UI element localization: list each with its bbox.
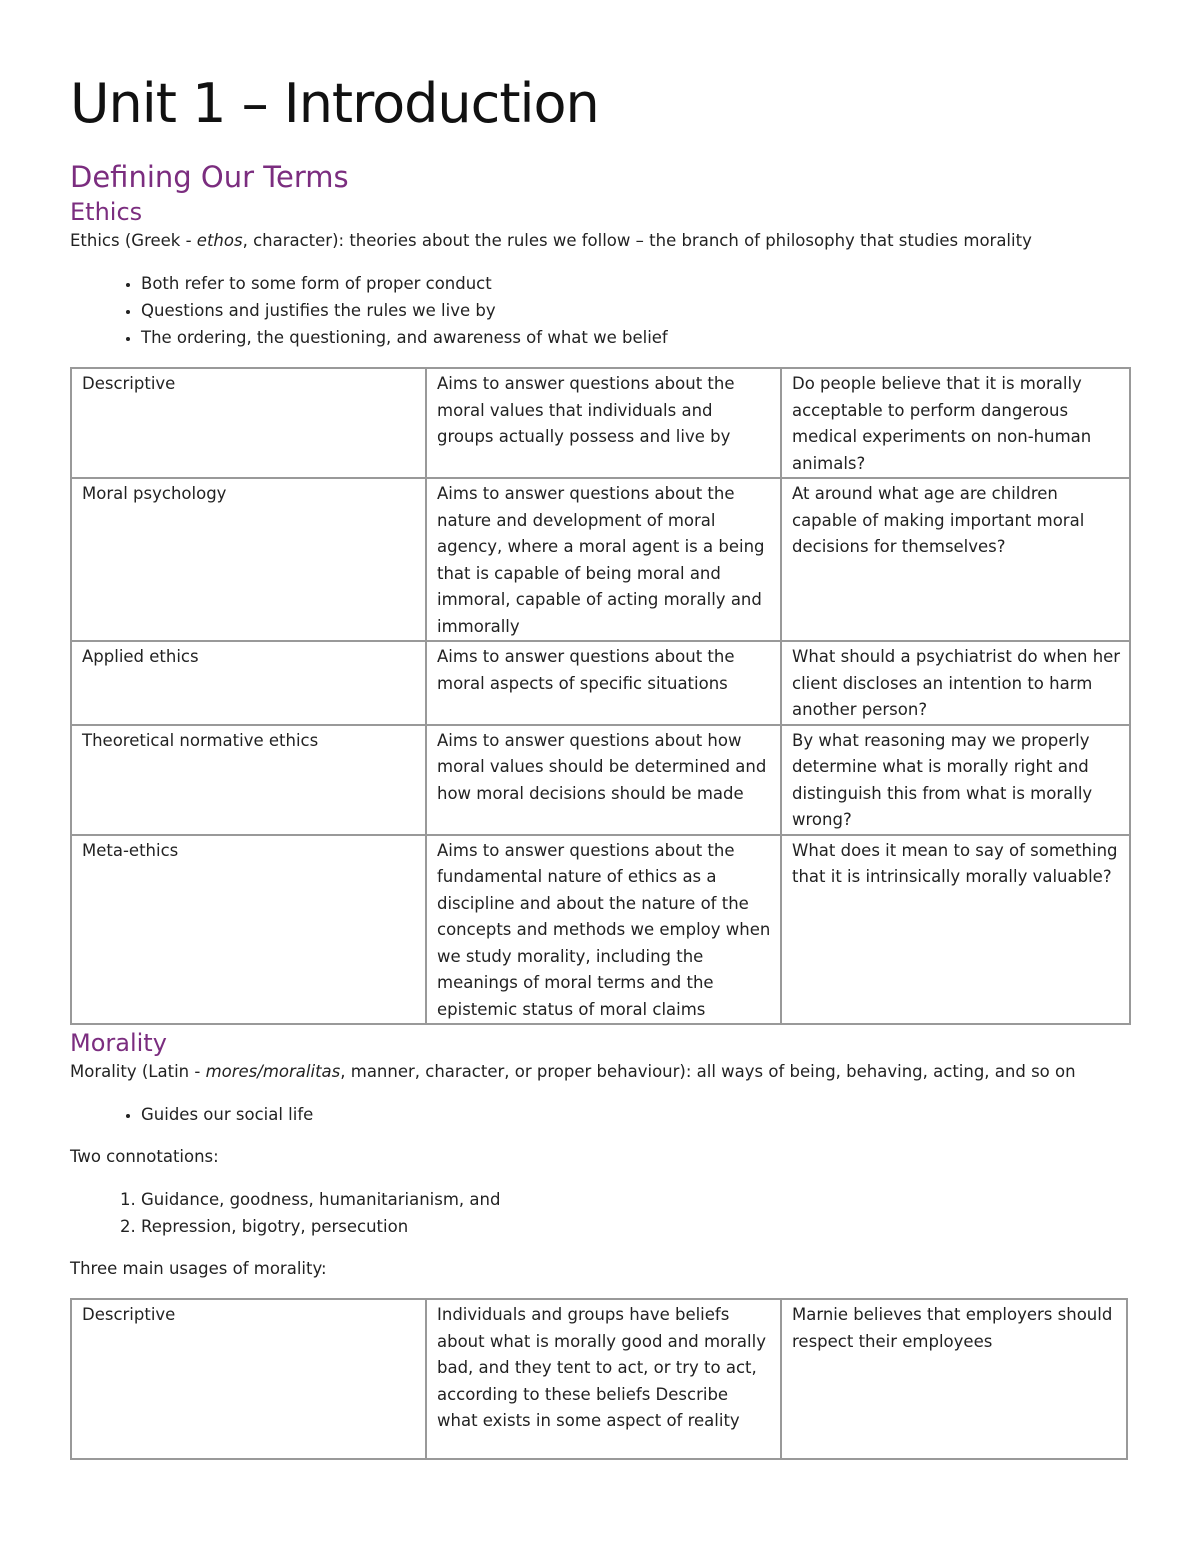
table-cell: Aims to answer questions about how moral values should be determined and how moral decisions should be made <box>426 725 781 835</box>
table-cell: Descriptive <box>71 1299 426 1459</box>
table-row <box>71 368 1130 478</box>
table-cell: At around what age are children capable of making important moral decisions for themselves? <box>781 478 1130 641</box>
list-item: • Questions and justifies the rules we live by <box>141 297 1132 324</box>
table-row <box>71 725 1130 835</box>
connotations-list <box>70 1186 1132 1240</box>
list-item: • Guides our social life <box>141 1101 1132 1128</box>
table-cell: By what reasoning may we properly determine what is morally right and distinguish this from what is morally wrong? <box>781 725 1130 835</box>
table-row <box>71 835 1130 1025</box>
list-item: • Both refer to some form of proper conduct <box>141 270 1132 297</box>
subheading-morality: Morality <box>70 1029 167 1057</box>
morality-bullet-list <box>70 1101 1132 1128</box>
ethics-table <box>70 367 1131 1025</box>
ethics-definition: Ethics (Greek - ethos, character): theories about the rules we follow – the branch of philosophy that studies morality <box>70 231 1032 250</box>
usages-label: Three main usages of morality: <box>70 1259 327 1278</box>
table-cell: Aims to answer questions about the moral aspects of specific situations <box>426 641 781 725</box>
table-cell: Descriptive <box>71 368 426 478</box>
table-cell: Aims to answer questions about the moral values that individuals and groups actually possess and live by <box>426 368 781 478</box>
table-cell: Aims to answer questions about the fundamental nature of ethics as a discipline and about the nature of the concepts and methods we employ when we study morality, including the meanings of moral terms and the epistemic status of moral claims <box>426 835 781 1025</box>
table-row <box>71 478 1130 641</box>
section-heading-defining-terms: Defining Our Terms <box>70 160 349 194</box>
table-cell: What does it mean to say of something that it is intrinsically morally valuable? <box>781 835 1130 1025</box>
table-cell: Moral psychology <box>71 478 426 641</box>
table-row <box>71 641 1130 725</box>
table-cell: Do people believe that it is morally acceptable to perform dangerous medical experiments on non-human animals? <box>781 368 1130 478</box>
subheading-ethics: Ethics <box>70 198 143 226</box>
table-cell: Individuals and groups have beliefs about what is morally good and morally bad, and they tent to act, or try to act, according to these beliefs Describe what exists in some aspect of reality <box>426 1299 781 1459</box>
list-item: • The ordering, the questioning, and awareness of what we belief <box>141 324 1132 351</box>
table-row <box>71 1299 1127 1459</box>
table-cell: Aims to answer questions about the nature and development of moral agency, where a moral agent is a being that is capable of being moral and immoral, capable of acting morally and immorally <box>426 478 781 641</box>
page-title: Unit 1 – Introduction <box>70 72 599 135</box>
table-cell: Meta-ethics <box>71 835 426 1025</box>
ethics-bullet-list <box>70 270 1132 351</box>
table-cell: Applied ethics <box>71 641 426 725</box>
morality-definition: Morality (Latin - mores/moralitas, manner, character, or proper behaviour): all ways of being, behaving, acting, and so on <box>70 1062 1076 1081</box>
list-item: 1. Guidance, goodness, humanitarianism, and <box>141 1186 1132 1213</box>
table-cell: Theoretical normative ethics <box>71 725 426 835</box>
table-cell: What should a psychiatrist do when her client discloses an intention to harm another person? <box>781 641 1130 725</box>
document-page <box>70 60 1132 1460</box>
list-item: 2. Repression, bigotry, persecution <box>141 1213 1132 1240</box>
connotations-label: Two connotations: <box>70 1147 219 1166</box>
morality-table <box>70 1298 1128 1460</box>
table-cell: Marnie believes that employers should respect their employees <box>781 1299 1127 1459</box>
